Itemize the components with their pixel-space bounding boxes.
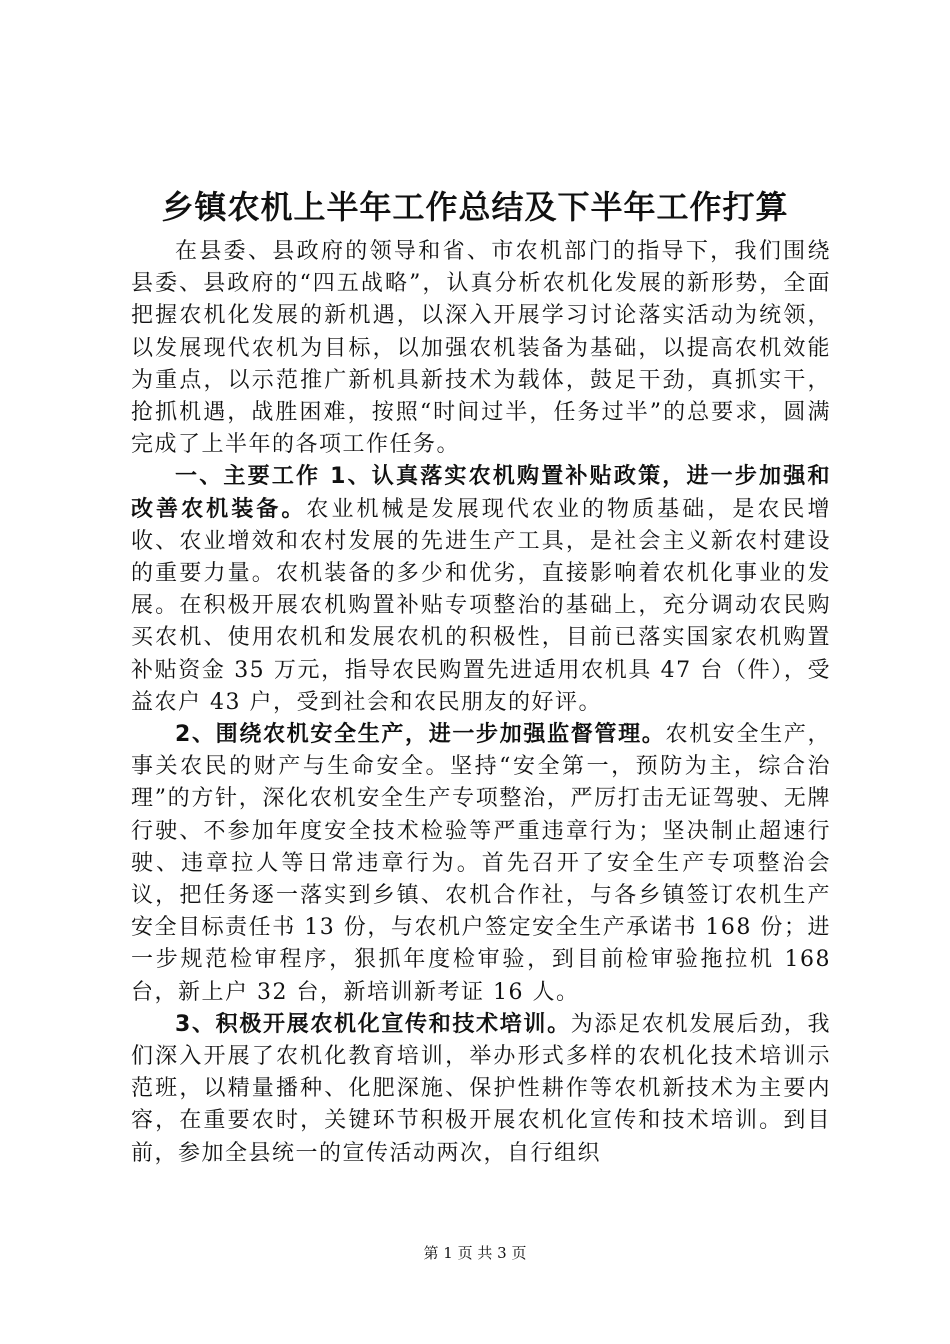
document-title: 乡镇农机上半年工作总结及下半年工作打算: [161, 188, 789, 226]
section-text: 农机安全生产，事关农民的财产与生命安全。坚持“安全第一，预防为主，综合治理”的方针，深化农机安全生产专项整治，严厉打击无证驾驶、无牌行驶、不参加年度安全技术检验等严重违章行为；坚决制止超速行驶、违章拉人等日常违章行为。首先召开了安全生产专项整治会议，把任务逐一落实到乡镇、农机合作社，与各乡镇签订农机生产安全目标责任书 13 份，与农机户签定安全生产承诺书 168 份；进一步规范检审程序，狠抓年度检审验，到目前检审验拖拉机 168 台，新上户 32 台，新培训新考证 16 人。: [131, 722, 831, 1005]
section-heading: 3、积极开展农机化宣传和技术培训。: [175, 1011, 571, 1037]
intro-paragraph: 在县委、县政府的领导和省、市农机部门的指导下，我们围绕县委、县政府的“四五战略”，认真分析农机化发展的新形势，全面把握农机化发展的新机遇，以深入开展学习讨论落实活动为统领，以发展现代农机为目标，以加强农机装备为基础，以提高农机效能为重点，以示范推广新机具新技术为载体，鼓足干劲，真抓实干，抢抓机遇，战胜困难，按照“时间过半，任务过半”的总要求，圆满完成了上半年的各项工作任务。: [131, 239, 831, 458]
section-text: 农业机械是发展现代农业的物质基础，是农民增收、农业增效和农村发展的先进生产工具，是社会主义新农村建设的重要力量。农机装备的多少和优劣，直接影响着农机化事业的发展。在积极开展农机购置补贴专项整治的基础上，充分调动农民购买农机、使用农机和发展农机的积极性，目前已落实国家农机购置补贴资金 35 万元，指导农民购置先进适用农机具 47 台（件），受益农户 43 户，受到社会和农民朋友的好评。: [131, 496, 831, 715]
page-footer: 第 1 页 共 3 页: [423, 1244, 527, 1262]
section-paragraph: [131, 1009, 831, 1170]
section-text: 为添足农机发展后劲，我们深入开展了农机化教育培训，举办形式多样的农机化技术培训示范班，以精量播种、化肥深施、保护性耕作等农机新技术为主要内容，在重要农时，关键环节积极开展农机化宣传和技术培训。到目前，参加全县统一的宣传活动两次，自行组织: [131, 1011, 831, 1166]
section-heading: 一、主要工作 1、认真落实农机购置补贴政策，进一步加强和改善农机装备。: [131, 464, 831, 522]
section-paragraph: [131, 719, 831, 1009]
section-heading: 2、围绕农机安全生产，进一步加强监督管理。: [175, 722, 666, 748]
section-paragraph: [131, 461, 831, 719]
document-body: [131, 236, 831, 1170]
